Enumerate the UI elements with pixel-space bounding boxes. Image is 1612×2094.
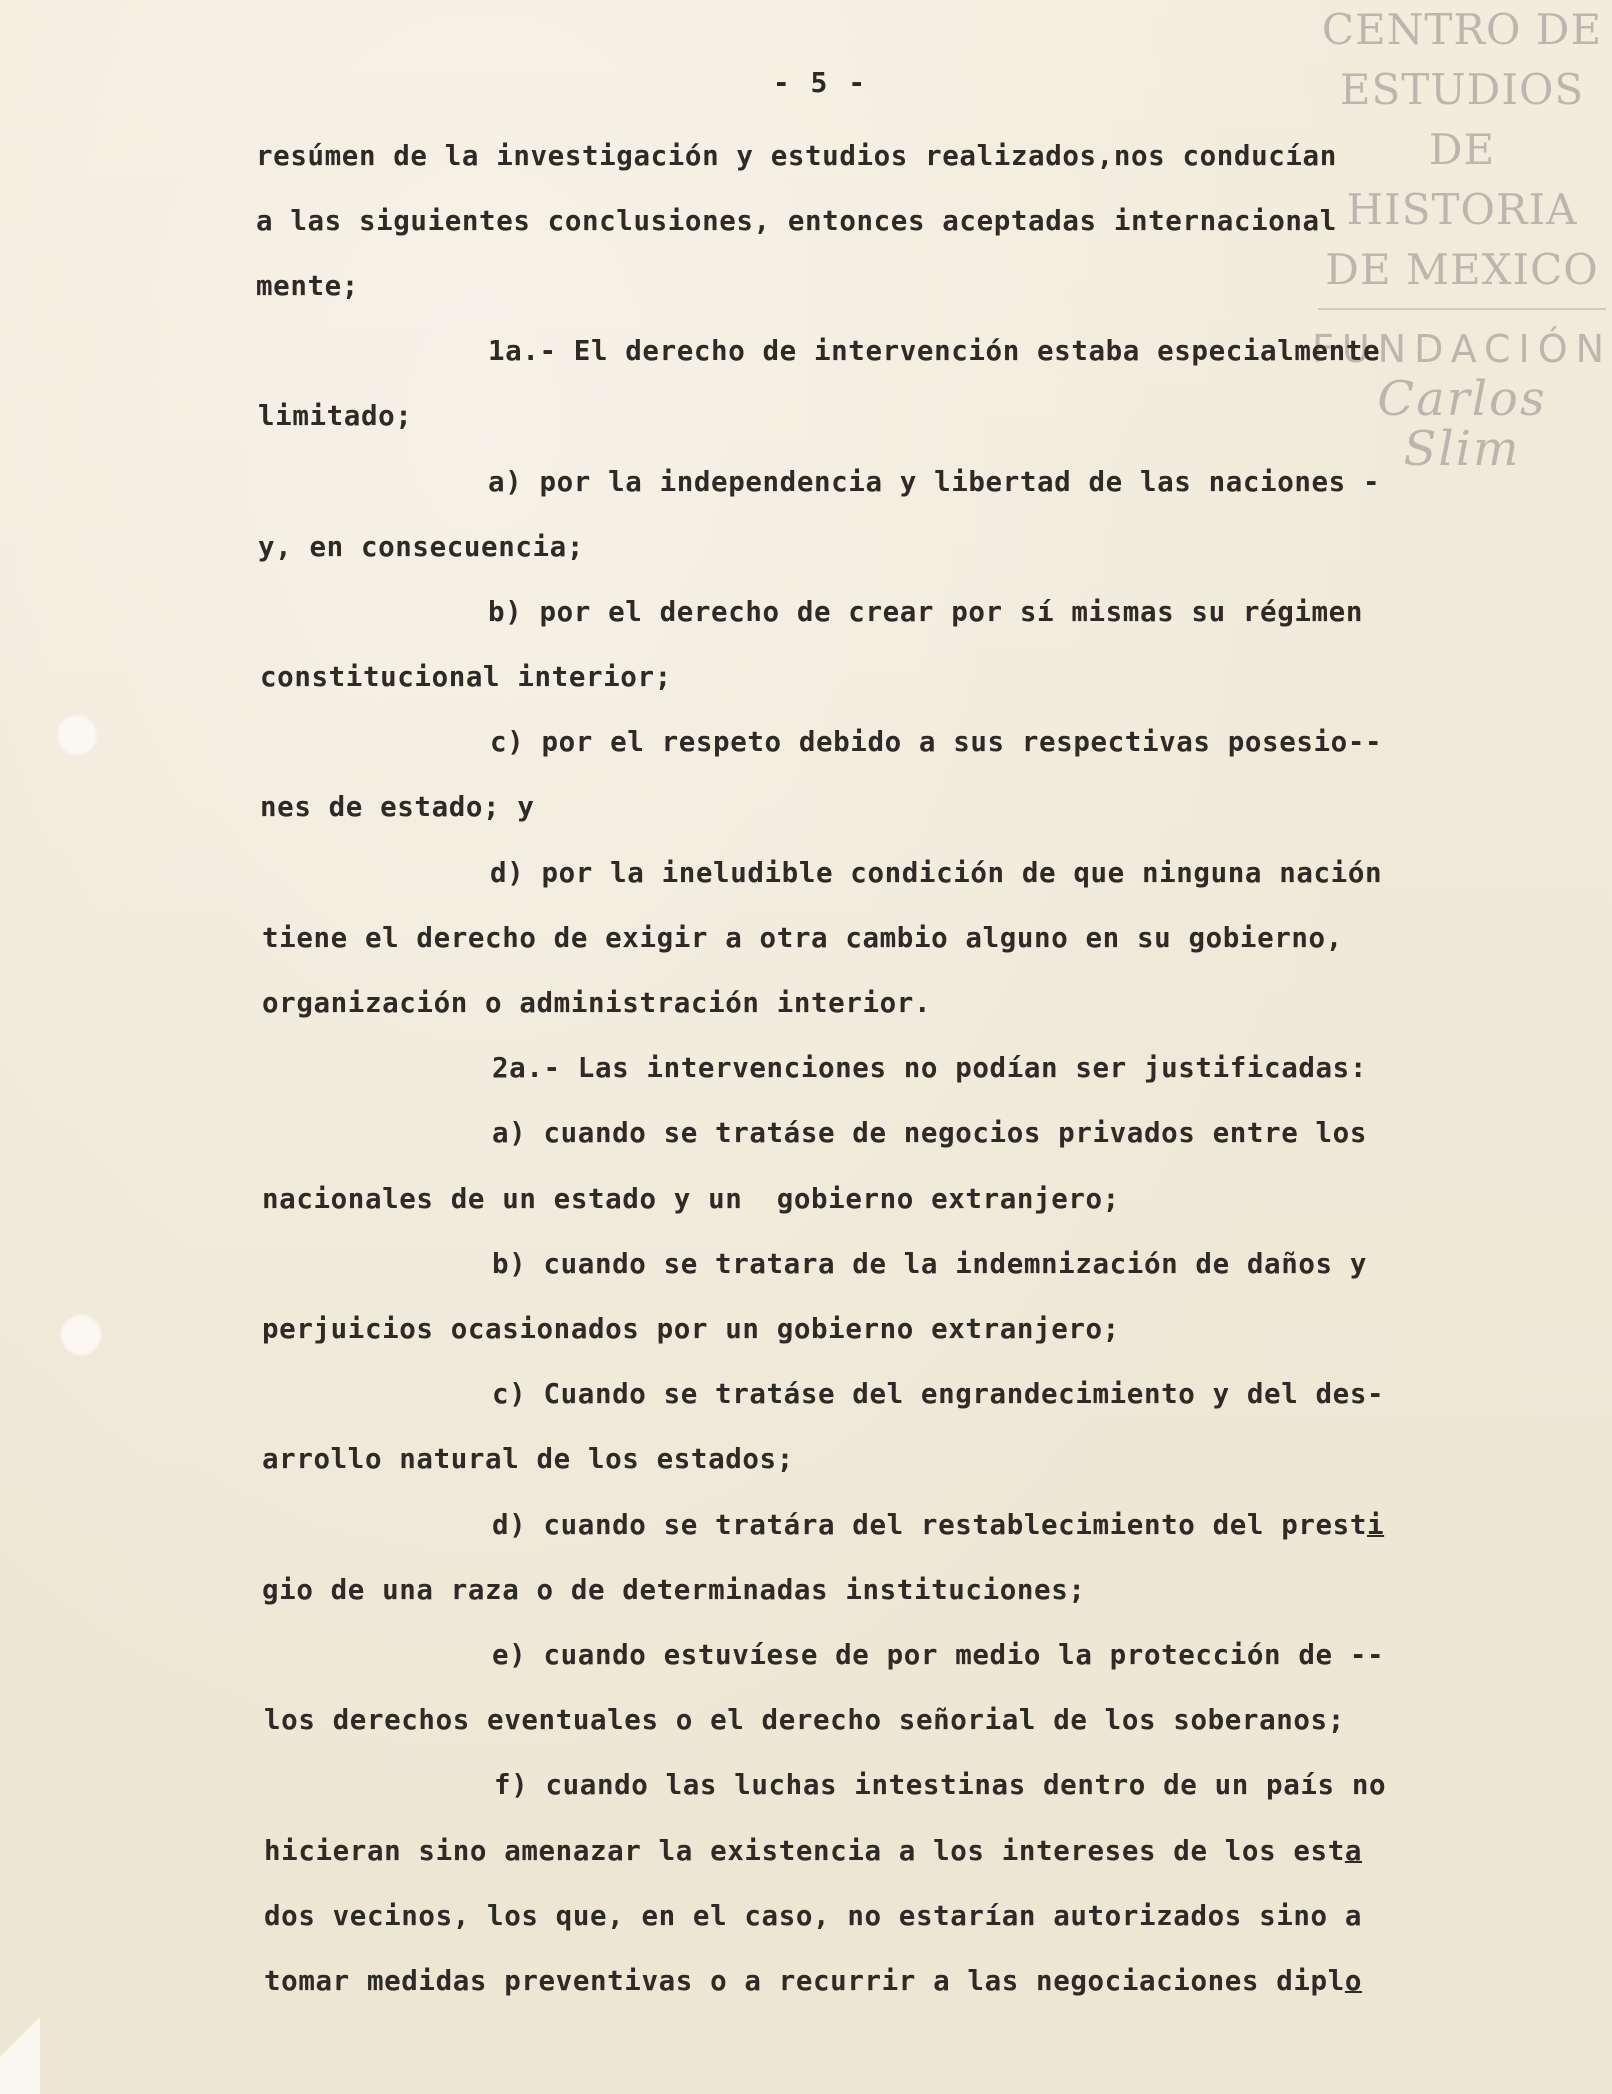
torn-corner [0,2004,40,2094]
text-line: nacionales de un estado y un gobierno extranjero; [262,1183,1120,1215]
text-line: y, en consecuencia; [258,531,584,563]
watermark-line-2: ESTUDIOS [1339,65,1585,114]
text-line: 2a.- Las intervenciones no podían ser justificadas: [492,1052,1367,1084]
watermark-line-3: DE HISTORIA [1346,125,1578,234]
watermark-line-4: DE MEXICO [1325,245,1599,294]
text-line: hicieran sino amenazar la existencia a los intereses de los esta [264,1835,1363,1867]
text-line: b) cuando se tratara de la indemnización de daños y [492,1248,1367,1280]
text-line: constitucional interior; [260,661,672,693]
watermark-fundacion: FUNDACIÓN [1312,327,1612,371]
text-line: limitado; [258,400,413,432]
text-line: organización o administración interior. [262,987,932,1019]
text-line: perjuicios ocasionados por un gobierno extranjero; [262,1313,1120,1345]
text-line: resúmen de la investigación y estudios realizados,nos conducían [256,140,1337,172]
watermark-divider [1318,308,1606,310]
punch-hole-upper [56,714,98,756]
watermark-line-1: CENTRO DE [1321,5,1603,54]
watermark-signature: Carlos Slim [1377,371,1547,477]
text-line: a las siguientes conclusiones, entonces aceptadas internacional [256,205,1337,237]
page-number: - 5 - [772,66,868,99]
text-line: c) por el respeto debido a sus respectivas posesio-- [490,726,1383,758]
text-line: gio de una raza o de determinadas instituciones; [262,1574,1086,1606]
text-line: c) Cuando se tratáse del engrandecimiento y del des- [492,1378,1385,1410]
text-line: dos vecinos, los que, en el caso, no estarían autorizados sino a [264,1900,1363,1932]
text-line: arrollo natural de los estados; [262,1443,794,1475]
text-line: e) cuando estuvíese de por medio la protección de -- [492,1639,1385,1671]
text-line: a) cuando se tratáse de negocios privados entre los [492,1117,1367,1149]
text-line: mente; [256,270,359,302]
text-line: a) por la independencia y libertad de las naciones - [488,466,1381,498]
text-line: d) por la ineludible condición de que ninguna nación [490,857,1383,889]
text-line: 1a.- El derecho de intervención estaba especialmente [488,335,1381,367]
text-line: b) por el derecho de crear por sí mismas su régimen [488,596,1363,628]
text-line: nes de estado; y [260,791,535,823]
text-line: d) cuando se tratára del restablecimiento del presti [492,1509,1385,1541]
text-line: los derechos eventuales o el derecho señorial de los soberanos; [264,1704,1345,1736]
text-line: f) cuando las luchas intestinas dentro de un país no [494,1769,1387,1801]
text-line: tiene el derecho de exigir a otra cambio alguno en su gobierno, [262,922,1343,954]
text-line: tomar medidas preventivas o a recurrir a las negociaciones diplo [264,1965,1363,1997]
punch-hole-lower [60,1314,102,1356]
